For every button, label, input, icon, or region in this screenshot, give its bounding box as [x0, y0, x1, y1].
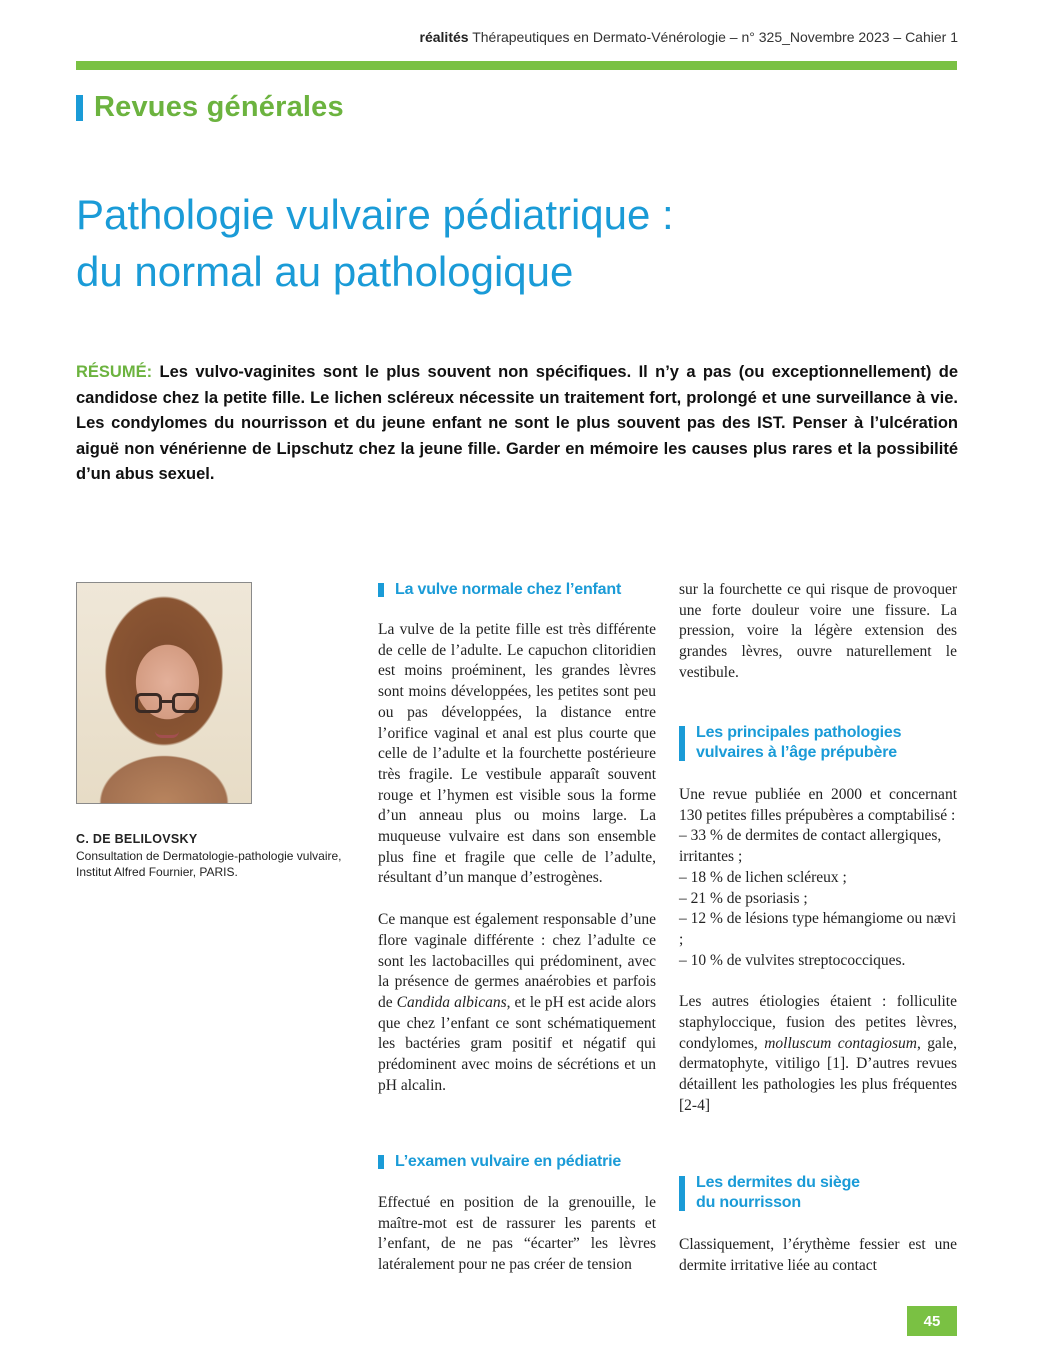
- section-label: Revues générales: [94, 91, 344, 123]
- abstract-label: RÉSUMÉ:: [76, 363, 153, 381]
- author-affiliation-1: Consultation de Dermatologie-pathologie vulvaire,: [76, 849, 342, 863]
- column-1-bottom: [378, 1193, 656, 1297]
- heading-text: L’examen vulvaire en pédiatrie: [395, 1153, 622, 1170]
- paragraph-autres-etiologies: Les autres étiologies étaient : folliculite staphyloccique, fusion des petites lèvres, condylomes, molluscum contagiosum, gale, dermatophyte, vitiligo [1]. D’autres revues détaillent les pathologies les plus fréquentes [2-4]: [679, 993, 957, 1114]
- abstract-text: Les vulvo-vaginites sont le plus souvent non spécifiques. Il n’y a pas (ou exceptionnellement) de candidose chez la petite fille. Le lichen scléreux nécessite un traitement fort, prolongé et une surveillance à vie. Les condylomes du nourrisson et du jeune enfant ne sont le plus souvent pas des IST. Penser à l’ulcération aiguë non vénérienne de Lipschutz chez la jeune fille. Garder en mémoire les causes plus rares et la possibilité d’un abus sexuel.: [76, 363, 958, 483]
- heading-line-1: Les dermites du siège: [696, 1174, 860, 1191]
- paragraph-flore: Ce manque est également responsable d’une flore vaginale différente : chez l’adulte ce sont les lactobacilles qui prédominent, avec la présence de germes anaérobies et parfois de Candida albicans, et le pH est acide alors que chez l’enfant ce sont schématiquement les bactéries gram positif et négatif qui prédominent avec moins de sécrétions et un pH alcalin.: [378, 911, 656, 1094]
- list-item: – 21 % de psoriasis ;: [679, 889, 808, 907]
- article-title: [76, 186, 976, 300]
- column-2-top: [679, 580, 957, 705]
- title-line-2: du normal au pathologique: [76, 248, 574, 295]
- list-item: – 18 % de lichen scléreux ;: [679, 868, 847, 886]
- paragraph-vestibule: sur la fourchette ce qui risque de provoquer une forte douleur voire une fissure. La pression, voire la légère extension des grandes lèvres, ouvre naturellement le vestibule.: [679, 581, 957, 681]
- heading-vulve-normale: [378, 580, 621, 600]
- author-affiliation-2: Institut Alfred Fournier, PARIS.: [76, 865, 238, 879]
- heading-examen: [378, 1152, 621, 1172]
- heading-dermites-siege: [679, 1173, 860, 1213]
- glasses-shape: [135, 693, 199, 715]
- abstract: [76, 360, 958, 488]
- header-rule: [76, 61, 957, 70]
- heading-text: La vulve normale chez l’enfant: [395, 581, 622, 598]
- author-block: [76, 831, 356, 880]
- paragraph-revue: Une revue publiée en 2000 et concernant 130 petites filles prépubères a comptabilisé :: [679, 786, 957, 824]
- column-2-bottom: [679, 1235, 957, 1297]
- section-bar: [76, 95, 83, 121]
- heading-principales-pathologies: [679, 723, 901, 763]
- heading-line-1: Les principales pathologies: [696, 724, 902, 741]
- heading-bar: [679, 1176, 685, 1211]
- stats-list: [679, 826, 957, 971]
- heading-bar: [679, 726, 685, 761]
- heading-line-2: vulvaires à l’âge prépubère: [696, 744, 897, 761]
- heading-bar: [378, 583, 384, 597]
- header-running-title: Thérapeutiques en Dermato-Vénérologie – n° 325_Novembre 2023 – Cahier 1: [472, 29, 958, 45]
- list-item: – 10 % de vulvites streptococciques.: [679, 951, 906, 969]
- italic-candida: Candida albicans: [396, 993, 507, 1011]
- column-1-top: [378, 620, 656, 1117]
- italic-molluscum: molluscum contagiosum: [764, 1034, 917, 1052]
- column-2-middle: [679, 785, 957, 1138]
- page-number: 45: [907, 1306, 957, 1336]
- heading-bar: [378, 1155, 384, 1169]
- heading-line-2: du nourrisson: [696, 1194, 801, 1211]
- paragraph-erytheme: Classiquement, l’érythème fessier est une dermite irritative liée au contact: [679, 1236, 957, 1274]
- smile-shape: [155, 731, 179, 738]
- title-line-1: Pathologie vulvaire pédiatrique :: [76, 191, 674, 238]
- list-item: – 33 % de dermites de contact allergiques, irritantes ;: [679, 827, 942, 866]
- section-tag: [76, 91, 344, 124]
- running-header: [420, 29, 958, 45]
- list-item: – 12 % de lésions type hémangiome ou nævi ;: [679, 910, 957, 948]
- author-name: C. DE BELILOVSKY: [76, 832, 198, 846]
- paragraph-vulve-normale: La vulve de la petite fille est très différente de celle de l’adulte. Le capuchon clitoridien est moins proéminent, les grandes lèvres sont moins développées, les petites sont peu ou pas développées, la distance entre l’orifice vaginal et anal est plus courte que celle de l’adulte et la fourchette postérieure très fragile. Le vestibule apparaît souvent rouge et l’hymen est visible sous la forme d’un anneau plus ou moins large. La muqueuse vulvaire est dans son ensemble plus fine et fragile que celle de l’adulte, résultant d’un manque d’estrogènes.: [378, 621, 656, 887]
- author-photo: [76, 582, 252, 804]
- paragraph-examen: Effectué en position de la grenouille, le maître-mot est de rassurer les parents et l’enfant, de ne pas “écarter” les lèvres latéralement pour ne pas créer de tension: [378, 1194, 656, 1274]
- header-brand: réalités: [419, 29, 469, 45]
